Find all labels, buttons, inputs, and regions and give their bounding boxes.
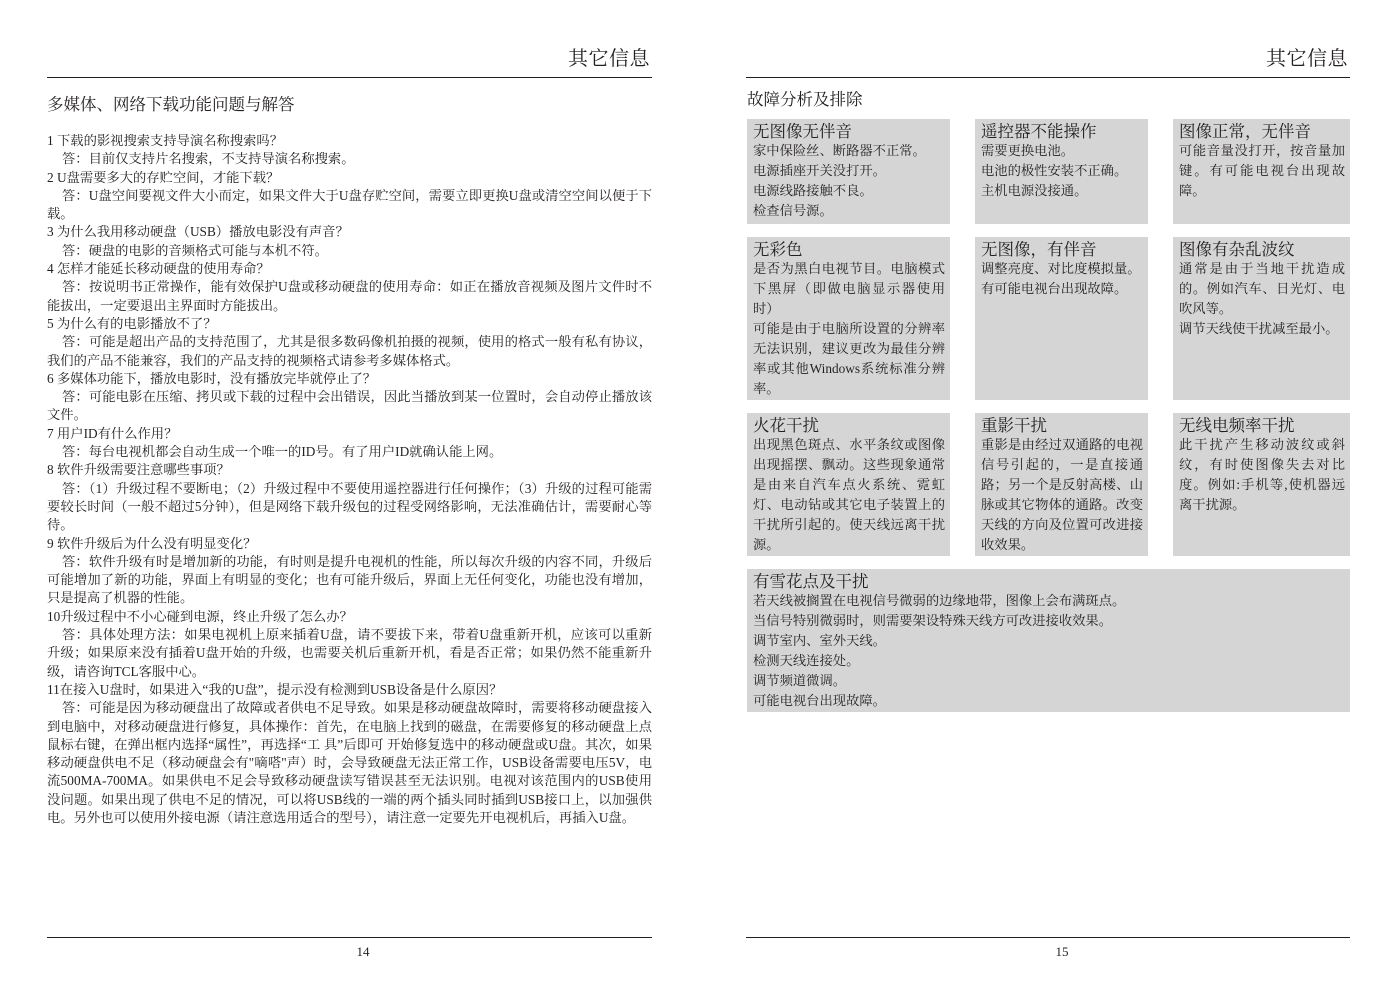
trouble-text: 调节室内、室外天线。 — [753, 633, 886, 648]
trouble-title: 无彩色 — [753, 240, 803, 259]
faq-answer: 答：按说明书正常操作，能有效保护U盘或移动硬盘的使用寿命：如正在播放音视频及图片文件时不能拔出，一定要退出主界面时方能拔出。 — [47, 279, 652, 313]
trouble-text: 电源线路接触不良。 — [753, 183, 873, 198]
faq-question: 10升级过程中不小心碰到电源，终止升级了怎么办？ — [47, 608, 353, 624]
trouble-text: 需要更换电池。 — [981, 143, 1075, 158]
trouble-box — [747, 569, 1350, 712]
page-left — [47, 0, 652, 993]
trouble-text: 出现黑色斑点、水平条纹或图像出现摇摆、飘动。这些现象通常是由来自汽车点火系统、霓虹灯、电动钻或其它电子装置上的干扰所引起的。使天线远离干扰源。 — [753, 437, 945, 552]
faq-answer: 答：目前仅支持片名搜索，不支持导演名称搜索。 — [62, 151, 355, 167]
page-number: 14 — [356, 944, 370, 959]
trouble-box — [747, 119, 950, 224]
faq-question: 3 为什么我用移动硬盘（USB）播放电影没有声音？ — [47, 224, 349, 240]
trouble-box — [1173, 413, 1350, 556]
trouble-box — [975, 237, 1148, 400]
trouble-title: 图像正常，无伴音 — [1179, 122, 1311, 141]
trouble-text: 电池的极性安装不正确。 — [981, 163, 1128, 178]
faq-answer: 答：可能是超出产品的支持范围了，尤其是很多数码像机拍摄的视频，使用的格式一般有私有协议，我们的产品不能兼容，我们的产品支持的视频格式请参考多媒体格式。 — [47, 334, 652, 368]
trouble-title: 图像有杂乱波纹 — [1179, 240, 1295, 259]
faq-question: 5 为什么有的电影播放不了？ — [47, 315, 217, 331]
troubleshooting-grid — [747, 119, 1350, 712]
trouble-text: 若天线被搁置在电视信号微弱的边缘地带，图像上会布满斑点。 — [753, 593, 1126, 608]
trouble-text: 调节天线使干扰减至最小。 — [1179, 321, 1339, 336]
faq-question: 4 怎样才能延长移动硬盘的使用寿命？ — [47, 261, 270, 277]
trouble-text: 可能音量没打开，按音量加键。有可能电视台出现故障。 — [1179, 143, 1345, 198]
footer-rule — [746, 937, 1350, 938]
section-title: 故障分析及排除 — [747, 90, 863, 109]
trouble-title: 有雪花点及干扰 — [753, 572, 869, 591]
trouble-text: 可能是由于电脑所设置的分辨率无法识别，建议更改为最佳分辨率或其他Windows系统标准分辨率。 — [753, 321, 945, 396]
trouble-box — [747, 237, 950, 400]
page-header-title: 其它信息 — [1266, 46, 1348, 70]
faq-question: 7 用户ID有什么作用？ — [47, 425, 178, 441]
trouble-text: 调节频道微调。 — [753, 673, 847, 688]
trouble-title: 火花干扰 — [753, 416, 819, 435]
trouble-box — [1173, 237, 1350, 400]
trouble-box — [1173, 119, 1350, 224]
faq-answer: 答：具体处理方法：如果电视机上原来插着U盘，请不要拔下来，带着U盘重新开机，应该可以重新升级；如果原来没有插着U盘开始的升级，也需要关机后重新开机，看是否正常；如果仍然不能重新升级，请咨询TCL客服中心。 — [47, 627, 652, 679]
trouble-box — [975, 119, 1148, 224]
faq-question: 2 U盘需要多大的存贮空间，才能下载？ — [47, 169, 280, 185]
faq-question: 9 软件升级后为什么没有明显变化？ — [47, 535, 257, 551]
faq-answer: 答：硬盘的电影的音频格式可能与本机不符。 — [62, 242, 328, 258]
footer-rule — [47, 937, 652, 938]
trouble-text: 可能电视台出现故障。 — [753, 693, 886, 708]
trouble-title: 无图像无伴音 — [753, 122, 852, 141]
faq-answer: 答：可能是因为移动硬盘出了故障或者供电不足导致。如果是移动硬盘故障时，需要将移动硬盘接入到电脑中，对移动硬盘进行修复，具体操作：首先，在电脑上找到的磁盘，在需要修复的移动硬盘上点鼠标右键，在弹出框内选择“属性”，再选择“工 具”后即可 开始修复选中的移动硬盘或U盘。其次，如果移动硬盘供电不足（移动硬盘会有"嘀嗒"声）时，会导致硬盘无法正常工作，USB设备需要电压5V，电流500MA-700MA。如果供电不足会导致移动硬盘读写错误甚至无法识别。电视对该范围内的USB使用没问题。如果出现了供电不足的情况，可以将USB线的一端的两个插头同时插到USB接口上，以加强供电。另外也可以使用外接电源（请注意选用适合的型号），请注意一定要先开电视机后，再插入U盘。 — [47, 700, 652, 825]
trouble-title: 无线电频率干扰 — [1179, 416, 1295, 435]
faq-question: 6 多媒体功能下，播放电影时，没有播放完毕就停止了？ — [47, 370, 377, 386]
page-number: 15 — [1055, 944, 1069, 959]
faq-answer: 答：U盘空间要视文件大小而定，如果文件大于U盘存贮空间，需要立即更换U盘或清空空间以便于下载。 — [47, 187, 652, 222]
trouble-text: 通常是由于当地干扰造成的。例如汽车、日光灯、电吹风等。 — [1179, 261, 1345, 316]
faq-question: 11在接入U盘时，如果进入“我的U盘”，提示没有检测到USB设备是什么原因？ — [47, 681, 503, 697]
trouble-title: 遥控器不能操作 — [981, 122, 1097, 141]
trouble-text: 重影是由经过双通路的电视信号引起的，一是直接通路；另一个是反射高楼、山脉或其它物体的通路。改变天线的方向及位置可改进接收效果。 — [981, 437, 1143, 552]
trouble-text: 是否为黑白电视节目。电脑模式下黑屏（即做电脑显示器使用时） — [753, 261, 945, 316]
trouble-text: 检测天线连接处。 — [753, 653, 860, 668]
trouble-text: 电源插座开关没打开。 — [753, 163, 886, 178]
trouble-box — [747, 413, 950, 556]
trouble-text: 当信号特别微弱时，则需要架设特殊天线方可改进接收效果。 — [753, 613, 1113, 628]
trouble-text: 家中保险丝、断路器不正常。 — [753, 143, 926, 158]
faq-question: 8 软件升级需要注意哪些事项？ — [47, 462, 230, 478]
faq-answer: 答：（1）升级过程不要断电；（2）升级过程中不要使用遥控器进行任何操作；（3）升级的过程可能需要较长时间（一般不超过5分钟），但是网络下载升级包的过程受网络影响，无法准确估计，需要耐心等待。 — [47, 480, 652, 533]
faq-answer: 答：软件升级有时是增加新的功能，有时则是提升电视机的性能，所以每次升级的内容不同，升级后可能增加了新的功能，界面上有明显的变化；也有可能升级后，界面上无任何变化，功能也没有增加，只是提高了机器的性能。 — [47, 553, 652, 606]
trouble-text: 调整亮度、对比度模拟量。 — [981, 261, 1141, 276]
faq-question: 1 下载的影视搜索支持导演名称搜索吗？ — [47, 133, 284, 148]
trouble-text: 有可能电视台出现故障。 — [981, 281, 1128, 296]
trouble-title: 重影干扰 — [981, 416, 1047, 435]
faq-answer: 答：可能电影在压缩、拷贝或下载的过程中会出错误，因此当播放到某一位置时，会自动停止播放该文件。 — [47, 389, 652, 423]
faq-list — [47, 132, 652, 827]
section-title: 多媒体、网络下载功能问题与解答 — [47, 95, 295, 114]
faq-answer: 答：每台电视机都会自动生成一个唯一的ID号。有了用户ID就确认能上网。 — [62, 444, 503, 460]
header-rule — [47, 77, 652, 78]
page-right — [746, 0, 1350, 993]
page-header-title: 其它信息 — [568, 46, 650, 70]
trouble-box — [975, 413, 1148, 556]
header-rule — [746, 77, 1350, 78]
trouble-text: 主机电源没接通。 — [981, 183, 1088, 198]
trouble-text: 检查信号源。 — [753, 203, 833, 218]
trouble-text: 此干扰产生移动波纹或斜纹，有时使图像失去对比度。例如:手机等,使机器远离干扰源。 — [1179, 437, 1345, 512]
trouble-title: 无图像，有伴音 — [981, 240, 1097, 259]
